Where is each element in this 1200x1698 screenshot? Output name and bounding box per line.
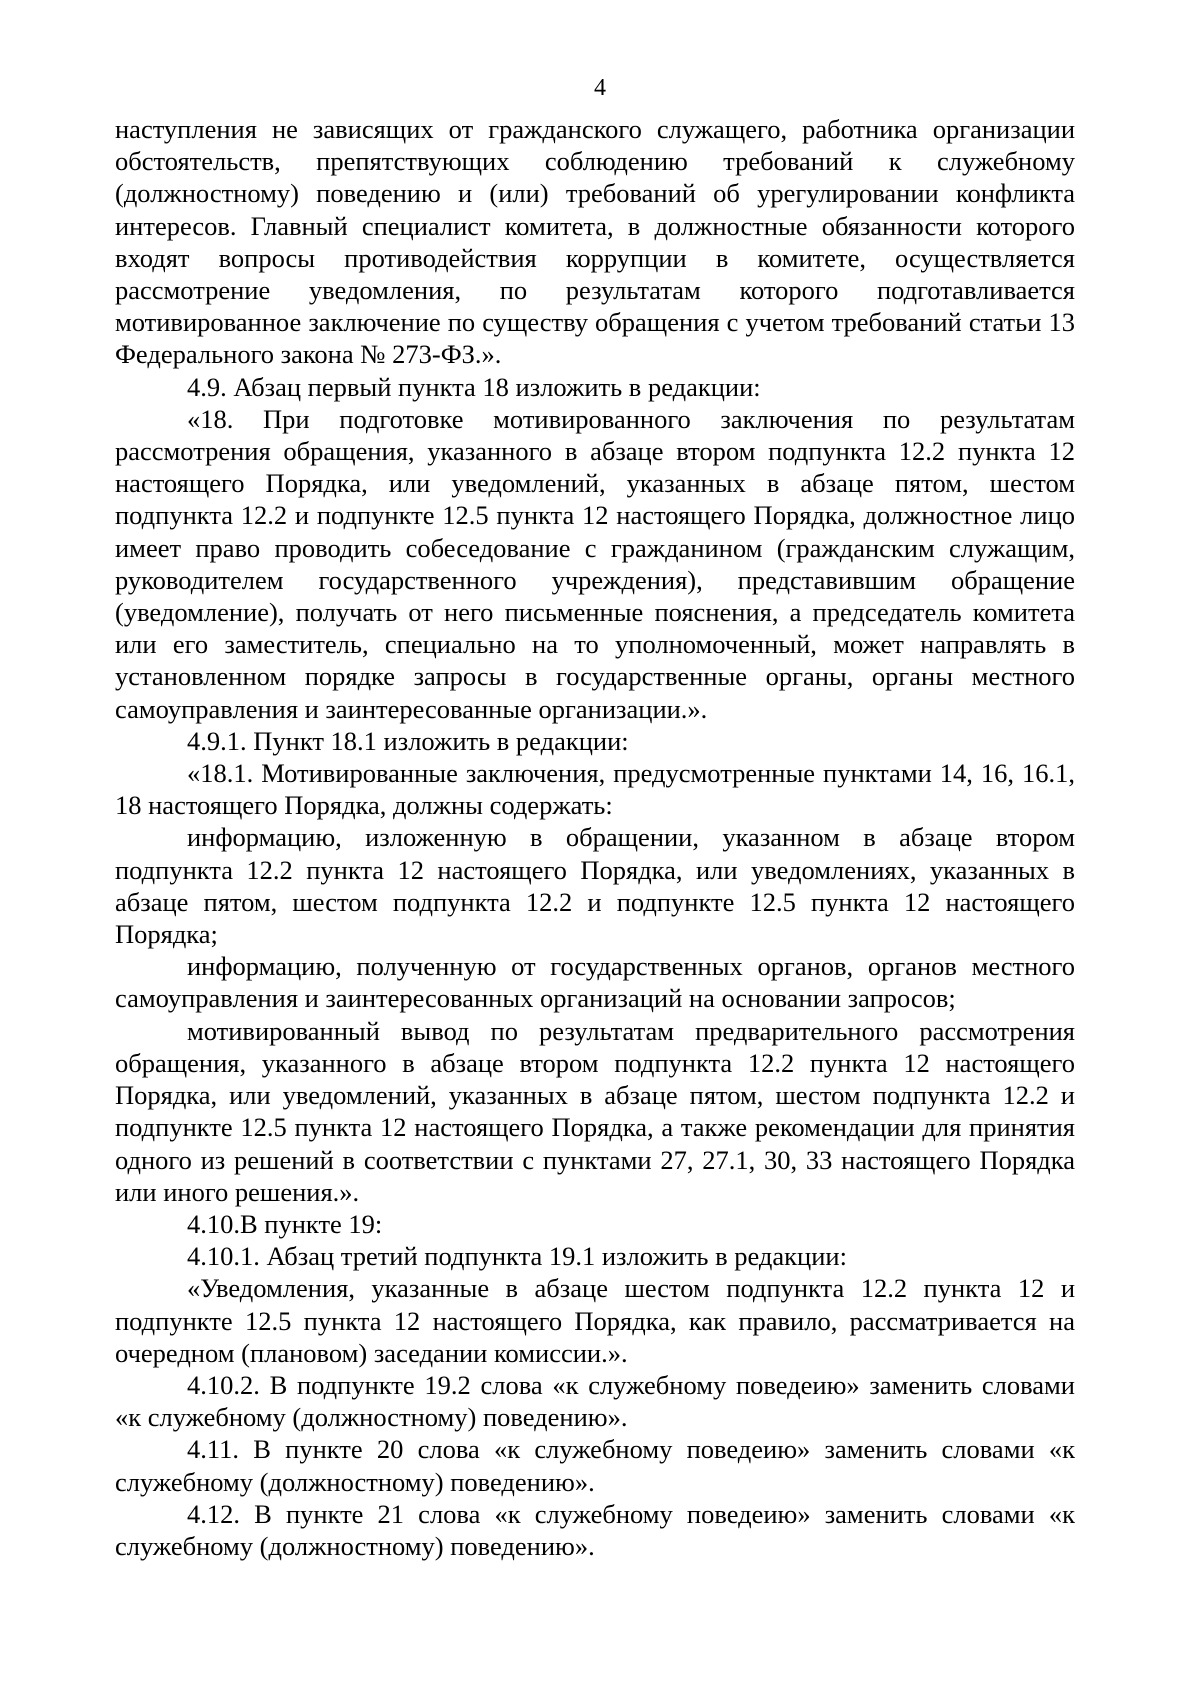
paragraph: информацию, изложенную в обращении, указанном в абзаце втором подпункта 12.2 пункта 12 настоящего Порядка, или уведомлениях, указанных в абзаце пятом, шестом подпункта 12.2 и подпункте 12.5 пункта 12 настоящего Порядка;: [115, 822, 1075, 950]
paragraph: информацию, полученную от государственных органов, органов местного самоуправления и заинтересованных организаций на основании запросов;: [115, 951, 1075, 1014]
paragraph: 4.9.1. Пункт 18.1 изложить в редакции:: [187, 725, 629, 756]
paragraph: 4.10.В пункте 19:: [187, 1208, 383, 1239]
paragraph: мотивированный вывод по результатам предварительного рассмотрения обращения, указанного в абзаце втором подпункта 12.2 пункта 12 настоящего Порядка, или уведомлений, указанных в абзаце пятом, шестом подпункта 12.2 и подпункте 12.5 пункта 12 настоящего Порядка, а также рекомендации для принятия одного из решений в соответствии с пунктами 27, 27.1, 30, 33 настоящего Порядка или иного решения.».: [115, 1015, 1075, 1207]
paragraph: 4.12. В пункте 21 слова «к служебному поведеию» заменить словами «к служебному (должностному) поведению».: [115, 1498, 1075, 1561]
paragraph: «Уведомления, указанные в абзаце шестом подпункта 12.2 пункта 12 и подпункте 12.5 пункта 12 настоящего Порядка, как правило, рассматривается на очередном (плановом) заседании комиссии.».: [115, 1273, 1075, 1368]
paragraph: «18. При подготовке мотивированного заключения по результатам рассмотрения обращения, указанного в абзаце втором подпункта 12.2 пункта 12 настоящего Порядка, или уведомлений, указанных в абзаце пятом, шестом подпункта 12.2 и подпункте 12.5 пункта 12 настоящего Порядка, должностное лицо имеет право проводить собеседование с гражданином (гражданским служащим, руководителем государственного учреждения), представившим обращение (уведомление), получать от него письменные пояснения, а председатель комитета или его заместитель, специально на то уполномоченный, может направлять в установленном порядке запросы в государственные органы, органы местного самоуправления и заинтересованные организации.».: [115, 403, 1075, 724]
page-number: 4: [594, 75, 606, 101]
document-body: [115, 113, 1075, 1562]
paragraph: 4.10.1. Абзац третий подпункта 19.1 изложить в редакции:: [187, 1241, 847, 1272]
paragraph: наступления не зависящих от гражданского служащего, работника организации обстоятельств, препятствующих соблюдению требований к служебному (должностному) поведению и (или) требований об урегулировании конфликта интересов. Главный специалист комитета, в должностные обязанности которого входят вопросы противодействия коррупции в комитете, осуществляется рассмотрение уведомления, по результатам которого подготавливается мотивированное заключение по существу обращения с учетом требований статьи 13 Федерального закона № 273-ФЗ.».: [115, 114, 1075, 370]
paragraph: 4.9. Абзац первый пункта 18 изложить в редакции:: [187, 371, 761, 402]
paragraph: 4.10.2. В подпункте 19.2 слова «к служебному поведеию» заменить словами «к служебному (должностному) поведению».: [115, 1369, 1075, 1433]
paragraph: 4.11. В пункте 20 слова «к служебному поведеию» заменить словами «к служебному (должностному) поведению».: [115, 1434, 1075, 1497]
paragraph: «18.1. Мотивированные заключения, предусмотренные пунктами 14, 16, 16.1, 18 настоящего Порядка, должны содержать:: [115, 758, 1075, 821]
